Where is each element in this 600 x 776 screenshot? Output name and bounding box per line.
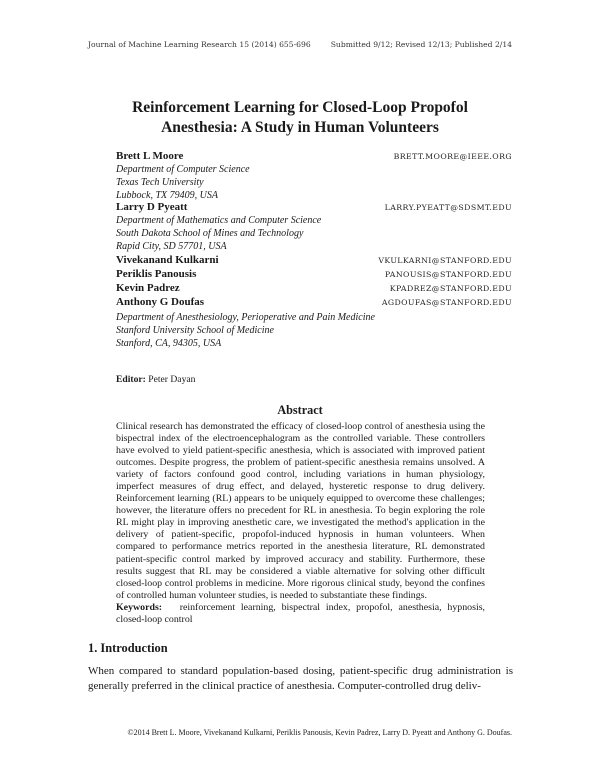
author-row	[116, 282, 512, 296]
keywords-text: reinforcement learning, bispectral index, propofol, anesthesia, hypnosis, closed-loop control	[116, 602, 486, 626]
section-heading: 1. Introduction	[88, 641, 168, 655]
affiliation-line: Department of Computer Science	[116, 164, 250, 175]
author-row	[116, 268, 512, 282]
affiliation-line: South Dakota School of Mines and Technology	[116, 228, 304, 240]
author-name: Brett L Moore	[116, 150, 184, 162]
author-email[interactable]: AGDOUFAS@STANFORD.EDU	[381, 298, 512, 307]
author-email[interactable]: KPADREZ@STANFORD.EDU	[389, 284, 512, 293]
affiliation-line: Department of Anesthesiology, Perioperative and Pain Medicine	[116, 312, 375, 323]
author-email[interactable]: VKULKARNI@STANFORD.EDU	[378, 256, 512, 265]
author-email[interactable]: PANOUSIS@STANFORD.EDU	[384, 270, 512, 279]
affiliation-line: Rapid City, SD 57701, USA	[116, 241, 227, 253]
abstract-heading: Abstract	[277, 403, 323, 417]
submission-dates: Submitted 9/12; Revised 12/13; Published 2/14	[330, 40, 512, 49]
affiliation-line: Texas Tech University	[116, 177, 204, 189]
author-affiliation	[116, 214, 512, 254]
affiliation-line: Department of Mathematics and Computer Science	[116, 215, 322, 226]
editor-name: Peter Dayan	[148, 374, 196, 385]
author-name: Anthony G Doufas	[116, 296, 205, 308]
author-name: Kevin Padrez	[116, 282, 180, 294]
intro-paragraph: When compared to standard population-based dosing, patient-specific drug administration is generally preferred in the clinical practice of anesthesia. Computer-controlled drug deliv-	[88, 665, 513, 692]
journal-header: Journal of Machine Learning Research 15 (2014) 655-696	[88, 40, 311, 49]
author-affiliation	[116, 163, 512, 203]
affiliation-line: Stanford, CA, 94305, USA	[116, 338, 222, 350]
author-block-pyeatt	[116, 201, 512, 254]
title-line-1: Reinforcement Learning for Closed-Loop Propofol	[132, 99, 468, 116]
author-affiliation	[116, 311, 512, 351]
affiliation-line: Lubbock, TX 79409, USA	[116, 190, 218, 202]
abstract-text: Clinical research has demonstrated the efficacy of closed-loop control of anesthesia using the bispectral index of the electroencephalogram as the controlled variable. These controllers have evolved to yield patient-specific anesthesia, which is associated with improved patient outcomes. Despite progress, the problem of patient-specific anesthesia remains unsolved. A variety of factors confound good control, including variations in human physiology, imperfect measures of drug effect, and delayed, hysteretic response to drug delivery. Reinforcement learning (RL) appears to be uniquely equipped to overcome these challenges; however, the literature offers no precedent for RL in anesthesia. To begin exploring the role RL might play in improving anesthetic care, we investigated the method's application in the delivery of patient-specific, propofol-induced hypnosis in human volunteers. When compared to performance metrics reported in the anesthesia literature, RL demonstrated patient-specific control marked by improved accuracy and stability. Furthermore, these results suggest that RL may be considered a viable alternative for solving other difficult closed-loop control problems in medicine. More rigorous clinical study, beyond the confines of controlled human volunteer studies, is needed to substantiate these findings.	[116, 421, 485, 601]
author-block-moore	[116, 150, 512, 203]
author-name: Larry D Pyeatt	[116, 201, 188, 213]
keywords-label: Keywords:	[116, 602, 163, 613]
author-row	[116, 296, 512, 310]
author-name: Vivekanand Kulkarni	[116, 254, 219, 266]
paper-title	[88, 98, 512, 138]
author-email[interactable]: LARRY.PYEATT@SDSMT.EDU	[384, 203, 512, 212]
title-line-2: Anesthesia: A Study in Human Volunteers	[161, 119, 439, 136]
author-name: Periklis Panousis	[116, 268, 197, 280]
affiliation-line: Stanford University School of Medicine	[116, 325, 274, 337]
editor-line	[116, 374, 195, 385]
copyright-footer: ©2014 Brett L. Moore, Vivekanand Kulkarni, Periklis Panousis, Kevin Padrez, Larry D. Pyeatt and Anthony G. Doufas.	[127, 728, 512, 737]
keywords	[116, 602, 485, 626]
author-email[interactable]: BRETT.MOORE@IEEE.ORG	[393, 152, 512, 161]
author-block-stanford	[116, 254, 512, 351]
author-row	[116, 254, 512, 268]
editor-label: Editor:	[116, 374, 146, 385]
